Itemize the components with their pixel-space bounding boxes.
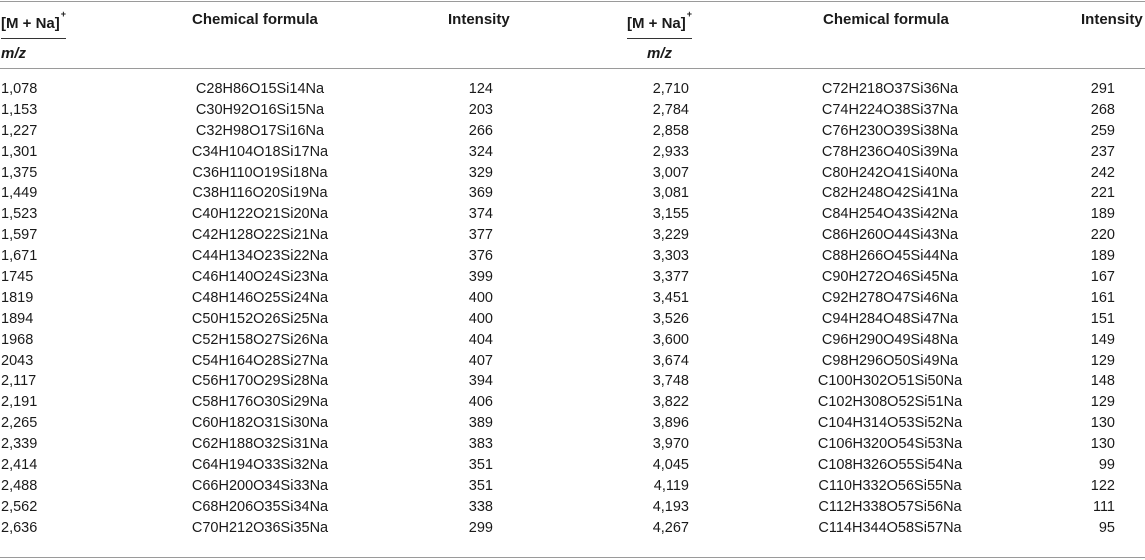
mz-value: 2,933: [652, 143, 689, 160]
mz-value: 2,562: [1, 498, 38, 515]
formula-value: C36H110O19Si18Na: [192, 164, 328, 181]
header-mz-ion-charge: +: [60, 9, 67, 19]
mz-value: 3,377: [652, 269, 689, 286]
intensity-value: 374: [468, 206, 493, 223]
formula-value: C46H140O24Si23Na: [191, 269, 329, 286]
intensity-value: 351: [468, 477, 493, 494]
table-row: [0, 476, 1145, 497]
formula-value: C72H218O37Si36Na: [821, 81, 959, 97]
formula-value: C80H242O41Si40Na: [821, 164, 959, 181]
table-row: [0, 330, 1145, 351]
formula-value: C62H188O32Si31Na: [191, 436, 329, 453]
mz-value: 1968: [1, 331, 34, 348]
mz-value: 2,488: [1, 477, 38, 494]
formula-value: C44H134O23Si22Na: [191, 248, 329, 265]
table-row: [0, 183, 1145, 204]
intensity-value: 259: [1090, 122, 1115, 139]
formula-value: C42H128O22Si21Na: [191, 227, 329, 244]
mz-value: 2,414: [1, 457, 38, 474]
formula-value: C64H194O33Si32Na: [191, 457, 329, 474]
intensity-value: 291: [1090, 81, 1115, 97]
mz-value: 2,784: [652, 101, 689, 118]
table-row: [0, 288, 1145, 309]
intensity-value: 189: [1090, 248, 1115, 265]
table-row: [0, 497, 1145, 518]
header-mz-right: [627, 10, 692, 63]
formula-value: C88H266O45Si44Na: [821, 248, 959, 265]
formula-value: C114H344O58Si57Na: [818, 519, 962, 536]
formula-value: C96H290O49Si48Na: [821, 331, 959, 348]
intensity-value: 130: [1090, 436, 1115, 453]
header-formula-right: Chemical formula: [823, 11, 949, 28]
formula-value: C50H152O26Si25Na: [191, 310, 329, 327]
mz-value: 2,858: [652, 122, 689, 139]
mz-value: 3,526: [652, 310, 689, 327]
formula-value: C108H326O55Si54Na: [817, 457, 963, 474]
intensity-value: 394: [468, 373, 493, 390]
intensity-value: 167: [1090, 269, 1115, 286]
mz-value: 1819: [1, 289, 34, 306]
intensity-value: 399: [468, 269, 493, 286]
header-mz-ion-charge: +: [686, 9, 693, 19]
formula-value: C70H212O36Si35Na: [191, 519, 329, 536]
header-mz-ion-label: [M + Na]: [1, 15, 60, 32]
table-row: [0, 246, 1145, 267]
intensity-value: 400: [468, 289, 493, 306]
table-row: [0, 100, 1145, 121]
header-mz-left: [1, 10, 66, 63]
table-top-rule: [0, 1, 1145, 2]
intensity-value: 351: [468, 457, 493, 474]
intensity-value: 111: [1092, 498, 1115, 515]
mz-value: 1,153: [1, 101, 38, 118]
formula-value: C84H254O43Si42Na: [821, 206, 959, 223]
table-row: [0, 163, 1145, 184]
formula-value: C74H224O38Si37Na: [821, 101, 959, 118]
mz-value: 4,045: [652, 457, 689, 474]
intensity-value: 242: [1090, 164, 1115, 181]
intensity-value: 383: [468, 436, 493, 453]
table-row: [0, 392, 1145, 413]
mz-value: 3,229: [652, 227, 689, 244]
mz-value: 3,081: [652, 185, 689, 202]
intensity-value: 299: [468, 519, 493, 536]
mz-value: 3,896: [652, 415, 689, 432]
header-mz-unit: m/z: [647, 45, 673, 62]
intensity-value: 221: [1090, 185, 1115, 202]
intensity-value: 404: [468, 331, 493, 348]
table-row: [0, 225, 1145, 246]
mz-value: 3,674: [652, 352, 689, 369]
formula-value: C100H302O51Si50Na: [817, 373, 963, 390]
formula-value: C40H122O21Si20Na: [191, 206, 329, 223]
intensity-value: 130: [1090, 415, 1115, 432]
formula-value: C58H176O30Si29Na: [191, 394, 329, 411]
intensity-value: 369: [468, 185, 493, 202]
mz-value: 2043: [1, 352, 34, 369]
mz-value: 1,375: [1, 164, 38, 181]
mz-value: 2,710: [652, 81, 689, 97]
formula-value: C52H158O27Si26Na: [191, 331, 329, 348]
mz-value: 3,451: [652, 289, 689, 306]
mz-value: 3,822: [652, 394, 689, 411]
intensity-value: 149: [1090, 331, 1115, 348]
mz-value: 2,191: [1, 394, 38, 411]
table-row: [0, 371, 1145, 392]
mz-value: 1,078: [1, 81, 38, 97]
table-row: [0, 204, 1145, 225]
formula-value: C94H284O48Si47Na: [821, 310, 959, 327]
intensity-value: 407: [468, 352, 493, 369]
mz-value: 2,339: [1, 436, 38, 453]
header-formula-left: Chemical formula: [192, 11, 318, 28]
formula-value: C38H116O20Si19Na: [192, 185, 328, 202]
formula-value: C66H200O34Si33Na: [191, 477, 329, 494]
table-row: [0, 455, 1145, 476]
intensity-value: 237: [1090, 143, 1115, 160]
mz-value: 3,007: [652, 164, 689, 181]
mz-value: 3,970: [652, 436, 689, 453]
formula-value: C60H182O31Si30Na: [191, 415, 329, 432]
formula-value: C98H296O50Si49Na: [821, 352, 959, 369]
intensity-value: 161: [1090, 289, 1115, 306]
intensity-value: 268: [1090, 101, 1115, 118]
mz-value: 1,523: [1, 206, 38, 223]
mz-value: 3,303: [652, 248, 689, 265]
header-intensity-left: Intensity: [448, 11, 510, 28]
formula-value: C30H92O16Si15Na: [195, 101, 325, 118]
table-row: [0, 309, 1145, 330]
formula-value: C104H314O53Si52Na: [817, 415, 963, 432]
header-mz-unit: m/z: [1, 45, 27, 62]
table-row: [0, 79, 1145, 100]
intensity-value: 122: [1090, 477, 1115, 494]
intensity-value: 189: [1090, 206, 1115, 223]
table-row: [0, 351, 1145, 372]
intensity-value: 129: [1090, 352, 1115, 369]
formula-value: C106H320O54Si53Na: [817, 436, 963, 453]
formula-value: C82H248O42Si41Na: [821, 185, 959, 202]
mz-value: 2,265: [1, 415, 38, 432]
intensity-value: 338: [468, 498, 493, 515]
header-intensity-right: Intensity: [1081, 11, 1143, 28]
intensity-value: 389: [468, 415, 493, 432]
mz-value: 3,748: [652, 373, 689, 390]
formula-value: C56H170O29Si28Na: [191, 373, 329, 390]
table-header-rule: [0, 68, 1145, 69]
mz-value: 1745: [1, 269, 34, 286]
mz-value: 2,117: [1, 373, 37, 390]
mz-value: 4,193: [652, 498, 689, 515]
intensity-value: 124: [468, 81, 493, 97]
mz-value: 1894: [1, 310, 34, 327]
formula-value: C32H98O17Si16Na: [195, 122, 325, 139]
formula-value: C86H260O44Si43Na: [821, 227, 959, 244]
intensity-value: 220: [1090, 227, 1115, 244]
intensity-value: 406: [468, 394, 493, 411]
intensity-value: 148: [1090, 373, 1115, 390]
formula-value: C54H164O28Si27Na: [191, 352, 329, 369]
table-bottom-rule: [0, 557, 1145, 558]
header-mz-ion-label: [M + Na]: [627, 15, 686, 32]
intensity-value: 324: [468, 143, 493, 160]
intensity-value: 129: [1090, 394, 1115, 411]
mz-value: 1,597: [1, 227, 38, 244]
formula-value: C110H332O56Si55Na: [818, 477, 962, 494]
mz-value: 3,155: [652, 206, 689, 223]
mz-value: 1,449: [1, 185, 38, 202]
intensity-value: 266: [468, 122, 493, 139]
mz-value: 3,600: [652, 331, 689, 348]
formula-value: C92H278O47Si46Na: [821, 289, 959, 306]
mz-value: 1,301: [1, 143, 38, 160]
formula-value: C78H236O40Si39Na: [821, 143, 959, 160]
intensity-value: 95: [1098, 519, 1115, 536]
formula-value: C102H308O52Si51Na: [817, 394, 963, 411]
intensity-value: 376: [468, 248, 493, 265]
formula-value: C28H86O15Si14Na: [195, 81, 325, 97]
intensity-value: 99: [1098, 457, 1115, 474]
table-body: [0, 79, 1145, 539]
formula-value: C68H206O35Si34Na: [191, 498, 329, 515]
intensity-value: 329: [468, 164, 493, 181]
mz-value: 1,227: [1, 122, 38, 139]
formula-value: C34H104O18Si17Na: [191, 143, 329, 160]
intensity-value: 377: [468, 227, 493, 244]
formula-value: C112H338O57Si56Na: [818, 498, 962, 515]
table-row: [0, 434, 1145, 455]
formula-value: C90H272O46Si45Na: [821, 269, 959, 286]
mz-value: 2,636: [1, 519, 38, 536]
formula-value: C48H146O25Si24Na: [191, 289, 329, 306]
table-row: [0, 142, 1145, 163]
table-row: [0, 267, 1145, 288]
formula-value: C76H230O39Si38Na: [821, 122, 959, 139]
intensity-value: 151: [1090, 310, 1115, 327]
mz-value: 4,267: [652, 519, 689, 536]
table-row: [0, 121, 1145, 142]
table-row: [0, 518, 1145, 539]
intensity-value: 400: [468, 310, 493, 327]
intensity-value: 203: [468, 101, 493, 118]
mz-value: 4,119: [653, 477, 689, 494]
table-row: [0, 413, 1145, 434]
mz-value: 1,671: [1, 248, 38, 265]
